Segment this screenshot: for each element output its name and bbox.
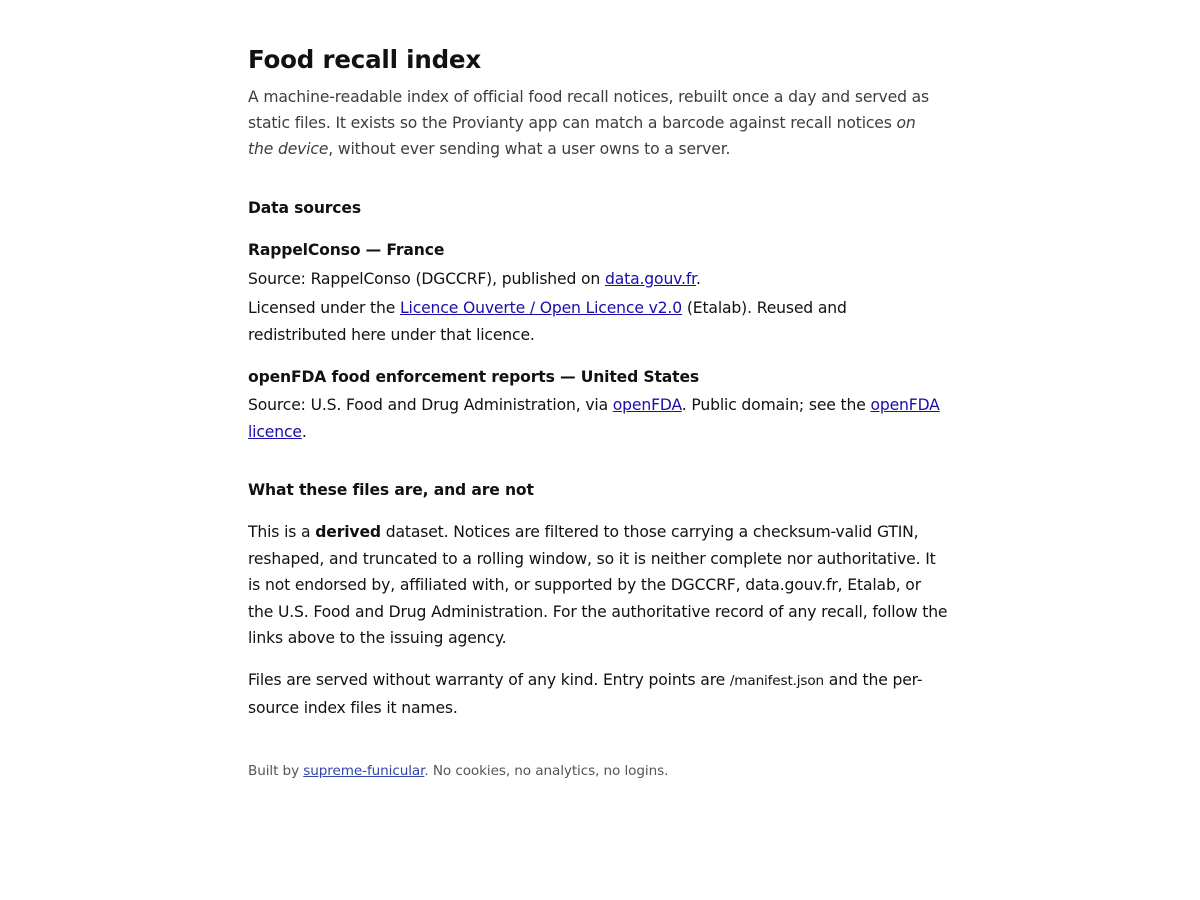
data-gouv-link[interactable]: data.gouv.fr <box>604 270 697 288</box>
page-title: Food recall index <box>248 45 481 74</box>
intro-text-start: A machine-readable index of official food recall notices, rebuilt once a day and served as static files. It exists so the Provianty app can match a barcode against recall notices <box>248 88 930 132</box>
intro-emphasis: on the device <box>248 114 916 158</box>
openfda-source-middle: . Public domain; see the <box>681 396 871 414</box>
derived-prefix: This is a <box>248 523 316 541</box>
data-sources-heading: Data sources <box>248 199 361 217</box>
warranty-suffix: and the per-source index files it names. <box>248 671 923 717</box>
footer-suffix: . No cookies, no analytics, no logins. <box>424 763 669 779</box>
rappelconso-source <box>248 266 948 293</box>
manifest-path: /manifest.json <box>729 673 824 689</box>
warranty-prefix: Files are served without warranty of any kind. Entry points are <box>248 671 730 689</box>
footer <box>248 760 668 782</box>
openfda-heading: openFDA food enforcement reports — United States <box>248 368 700 386</box>
derived-suffix: dataset. Notices are filtered to those carrying a checksum-valid GTIN, reshaped, and truncated to a rolling window, so it is neither complete nor authoritative. It is not endorsed by, affiliated with, or supported by the DGCCRF, data.gouv.fr, Etalab, or the U.S. Food and Drug Administration. For the authoritative record of any recall, follow the links above to the issuing agency. <box>248 523 948 647</box>
footer-prefix: Built by <box>248 763 304 779</box>
derived-dataset-paragraph <box>248 519 948 652</box>
derived-bold: derived <box>315 523 381 541</box>
intro-paragraph <box>248 84 938 162</box>
rappelconso-heading: RappelConso — France <box>248 241 445 259</box>
rappelconso-licence-suffix: (Etalab). Reused and redistributed here under that licence. <box>248 299 847 344</box>
rappelconso-source-prefix: Source: RappelConso (DGCCRF), published on <box>248 270 605 288</box>
rappelconso-source-suffix: . <box>696 270 701 288</box>
openfda-source <box>248 392 948 445</box>
what-files-heading: What these files are, and are not <box>248 481 534 499</box>
licence-ouverte-link[interactable]: Licence Ouverte / Open Licence v2.0 <box>399 299 683 317</box>
rappelconso-licence-prefix: Licensed under the <box>248 299 400 317</box>
intro-text-end: , without ever sending what a user owns to a server. <box>328 140 731 158</box>
rappelconso-licence <box>248 295 948 348</box>
openfda-licence-link[interactable]: openFDA licence <box>248 396 940 441</box>
openfda-link[interactable]: openFDA <box>612 396 682 414</box>
openfda-source-suffix: . <box>301 422 307 441</box>
supreme-funicular-link[interactable]: supreme-funicular <box>303 763 425 779</box>
warranty-paragraph <box>248 667 948 721</box>
openfda-source-prefix: Source: U.S. Food and Drug Administration, via <box>248 396 613 414</box>
